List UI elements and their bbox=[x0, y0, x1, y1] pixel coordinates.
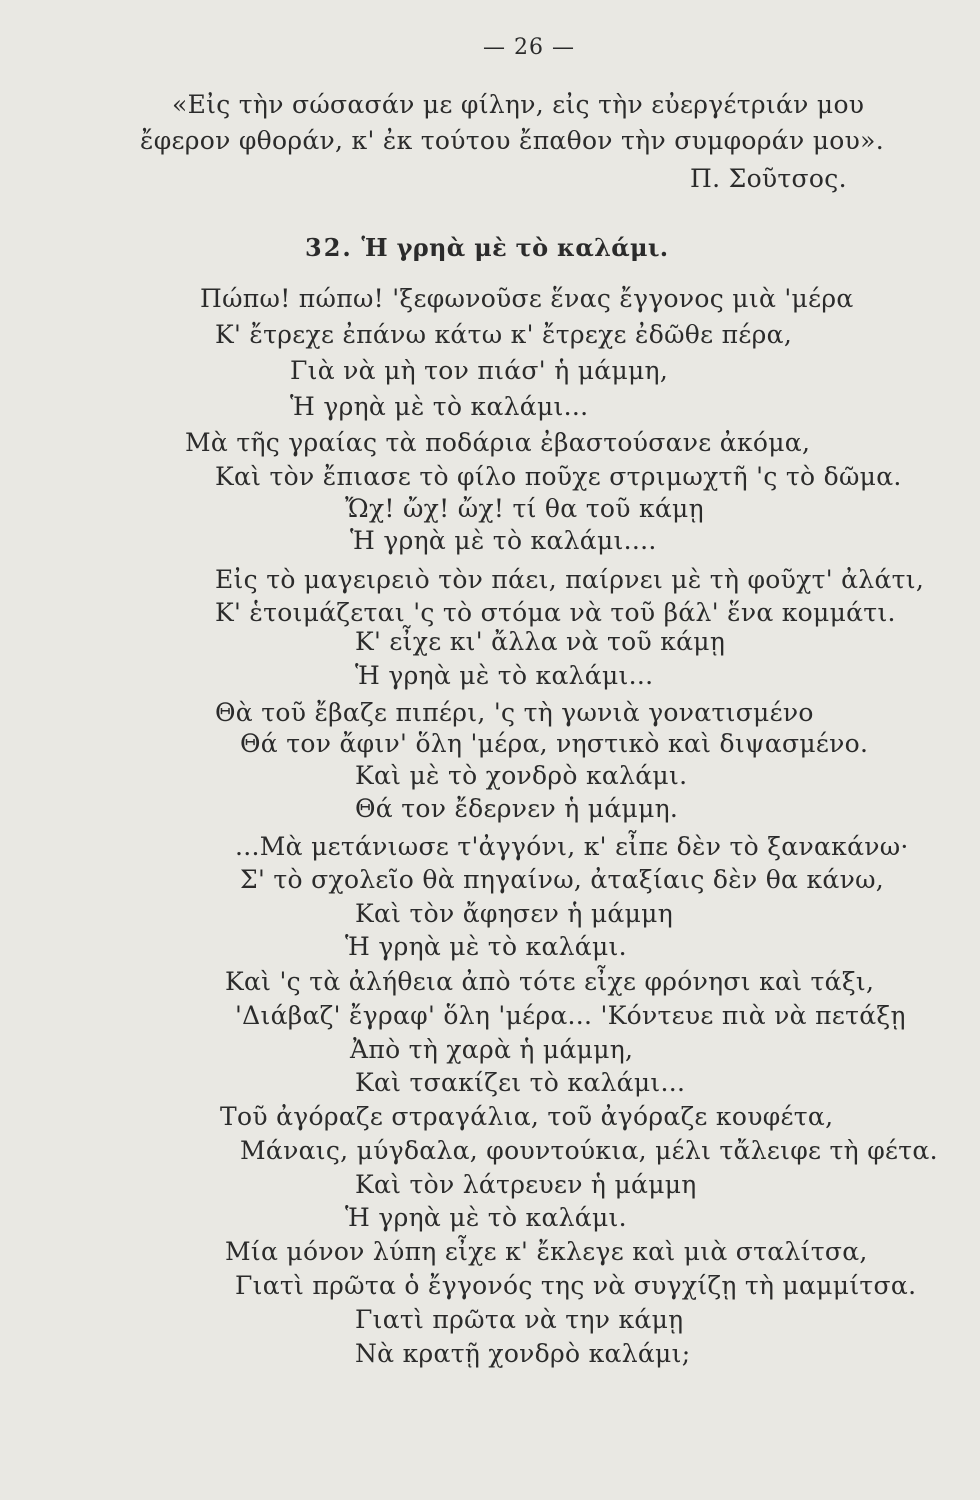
poem-title: Ἡ γρηὰ μὲ τὸ καλάμι. bbox=[361, 233, 669, 262]
poem-line: Κ' ἑτοιμάζεται 'ς τὸ στόμα νὰ τοῦ βάλ' ἕνα κομμάτι. bbox=[215, 598, 896, 627]
poem-line: Μία μόνον λύπη εἶχε κ' ἔκλεγε καὶ μιὰ σταλίτσα, bbox=[225, 1237, 868, 1266]
epigraph-attribution: Π. Σοῦτσος. bbox=[690, 164, 847, 193]
poem-line: Ἡ γρηὰ μὲ τὸ καλάμι. bbox=[345, 1203, 627, 1232]
poem-line: Ἡ γρηὰ μὲ τὸ καλάμι. bbox=[345, 932, 627, 961]
epigraph-line: ἔφερον φθοράν, κ' ἐκ τούτου ἔπαθον τὴν συμφοράν μου». bbox=[140, 126, 884, 155]
poem-line: Τοῦ ἀγόραζε στραγάλια, τοῦ ἀγόραζε κουφέτα, bbox=[220, 1102, 834, 1131]
poem-line: ...Μὰ μετάνιωσε τ'ἀγγόνι, κ' εἶπε δὲν τὸ ξανακάνω· bbox=[235, 832, 909, 861]
poem-line: Εἰς τὸ μαγειρειὸ τὸν πάει, παίρνει μὲ τὴ φοῦχτ' ἀλάτι, bbox=[215, 565, 925, 594]
poem-line: Καὶ 'ς τὰ ἀλήθεια ἀπὸ τότε εἶχε φρόνησι καὶ τάξι, bbox=[225, 967, 875, 996]
epigraph-line: «Εἰς τὴν σώσασάν με φίλην, εἰς τὴν εὐεργέτριάν μου bbox=[172, 90, 865, 119]
page-number: — 26 — bbox=[483, 35, 575, 60]
poem-line: Θὰ τοῦ ἔβαζε πιπέρι, 'ς τὴ γωνιὰ γονατισμένο bbox=[215, 698, 814, 727]
poem-line: Γιατὶ πρῶτα ὁ ἔγγονός της νὰ συγχίζῃ τὴ μαμμίτσα. bbox=[235, 1271, 917, 1300]
poem-line: Πώπω! πώπω! 'ξεφωνοῦσε ἕνας ἔγγονος μιὰ 'μέρα bbox=[200, 284, 854, 313]
poem-line: Ἡ γρηὰ μὲ τὸ καλάμι.... bbox=[350, 526, 657, 555]
poem-line: Καὶ τσακίζει τὸ καλάμι... bbox=[355, 1068, 686, 1097]
poem-heading bbox=[305, 233, 668, 263]
poem-line: Θά τον ἄφιν' ὅλη 'μέρα, νηστικὸ καὶ διψασμένο. bbox=[240, 729, 869, 758]
poem-line: Θά τον ἔδερνεν ἡ μάμμη. bbox=[355, 794, 679, 823]
poem-line: Ἀπὸ τὴ χαρὰ ἡ μάμμη, bbox=[350, 1035, 634, 1064]
poem-line: Γιὰ νὰ μὴ τον πιάσ' ἡ μάμμη, bbox=[290, 356, 669, 385]
poem-line: Μὰ τῆς γραίας τὰ ποδάρια ἐβαστούσανε ἀκόμα, bbox=[185, 428, 811, 457]
poem-number: 32. bbox=[305, 233, 353, 262]
poem-line: Κ' ἔτρεχε ἐπάνω κάτω κ' ἔτρεχε ἐδῶθε πέρα, bbox=[215, 320, 793, 349]
poem-line: Ἡ γρηὰ μὲ τὸ καλάμι... bbox=[355, 661, 654, 690]
poem-line: 'Διάβαζ' ἔγραφ' ὅλη 'μέρα... 'Κόντευε πιὰ νὰ πετάξῃ bbox=[235, 1001, 906, 1030]
poem-line: Ἡ γρηὰ μὲ τὸ καλάμι... bbox=[290, 392, 589, 421]
poem-line: Καὶ τὸν ἄφησεν ἡ μάμμη bbox=[355, 899, 673, 928]
poem-line: Καὶ μὲ τὸ χονδρὸ καλάμι. bbox=[355, 761, 688, 790]
poem-line: Γιατὶ πρῶτα νὰ την κάμῃ bbox=[355, 1305, 684, 1334]
poem-line: Σ' τὸ σχολεῖο θὰ πηγαίνω, ἀταξίαις δὲν θα κάνω, bbox=[240, 865, 885, 894]
poem-line: Μάναις, μύγδαλα, φουντούκια, μέλι τἄλειφε τὴ φέτα. bbox=[240, 1136, 938, 1165]
poem-line: Καὶ τὸν λάτρευεν ἡ μάμμη bbox=[355, 1170, 697, 1199]
poem-line: Κ' εἶχε κι' ἄλλα νὰ τοῦ κάμῃ bbox=[355, 627, 726, 656]
poem-line: Ὤχ! ὤχ! ὤχ! τί θα τοῦ κάμῃ bbox=[345, 494, 704, 523]
poem-line: Νὰ κρατῇ χονδρὸ καλάμι; bbox=[355, 1339, 691, 1368]
poem-line: Καὶ τὸν ἔπιασε τὸ φίλο ποῦχε στριμωχτῆ 'ς τὸ δῶμα. bbox=[215, 462, 902, 491]
